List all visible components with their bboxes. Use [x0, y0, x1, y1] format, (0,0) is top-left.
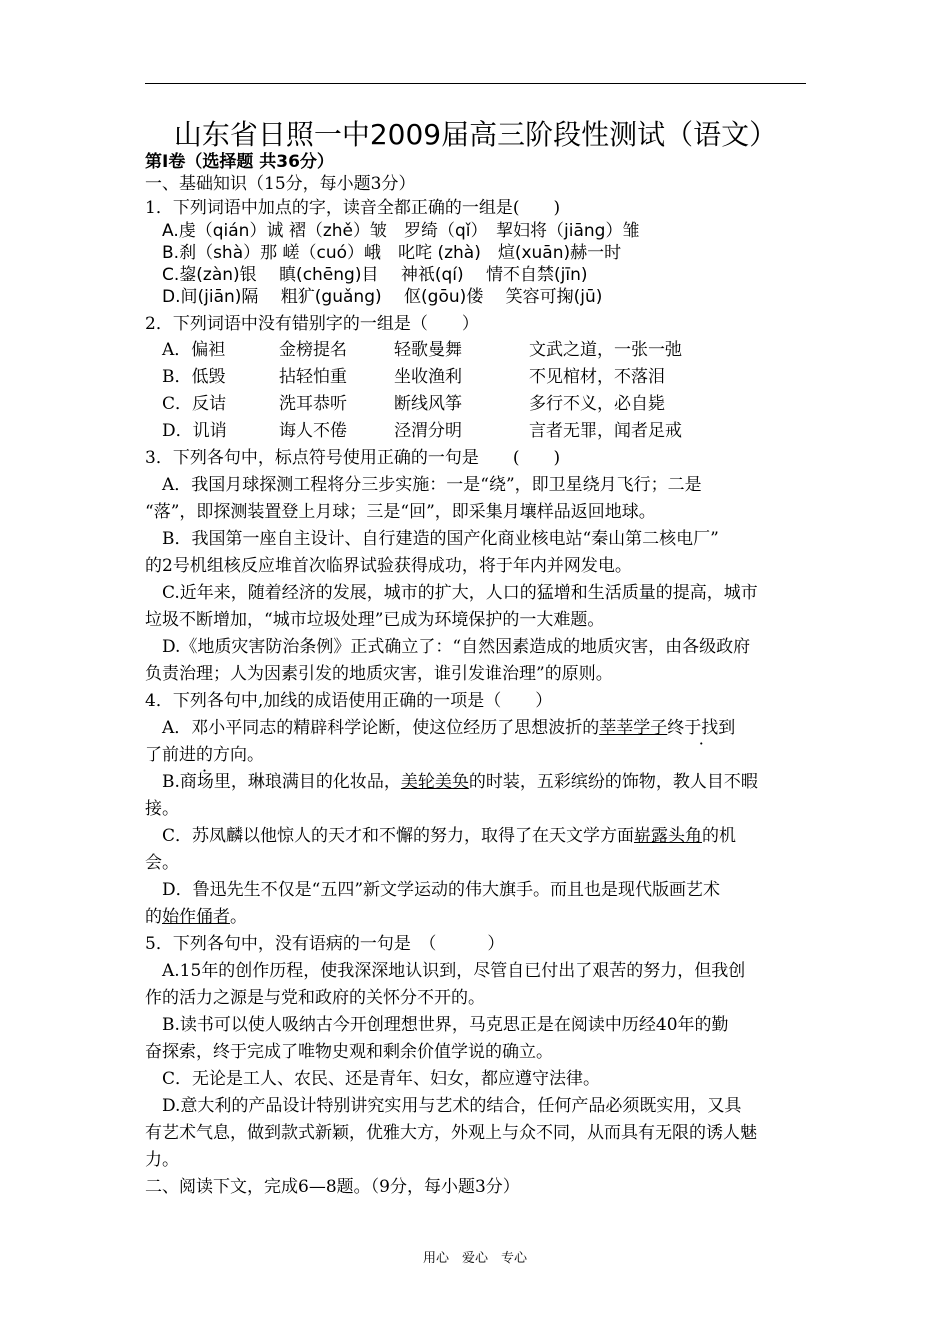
question-2-row-c: [162, 393, 665, 415]
question-5-text: D.意大利的产品设计特别讲究实用与艺术的结合，任何产品必须既实用，又具: [162, 1096, 742, 1116]
option-text: 的机: [702, 826, 737, 846]
question-4-option-b-cont: 接。: [145, 799, 179, 819]
option-word: B．低毁: [162, 367, 226, 387]
option-text: 的: [145, 907, 162, 927]
question-2-row-a: [162, 339, 682, 361]
question-4-stem: 4．下列各句中,加线的成语使用正确的一项是（ ）: [145, 691, 553, 711]
underlined-idiom: 崭露头角: [634, 826, 703, 846]
question-3-text: A．我国月球探测工程将分三步实施：一是“绕”，即卫星绕月飞行；二是: [162, 475, 702, 495]
page-footer: 用心 爱心 专心: [422, 1251, 527, 1266]
underlined-idiom: 美轮美奂: [400, 772, 469, 792]
question-5-text: 有艺术气息，做到款式新颖，优雅大方，外观上与众不同，从而具有无限的诱人魅: [145, 1123, 757, 1143]
question-3-stem: 3．下列各句中，标点符号使用正确的一句是 ( ): [145, 448, 561, 468]
option-text: C．苏凤麟以他惊人的天才和不懈的努力，取得了在天文学方面: [162, 826, 635, 846]
page-title: 山东省日照一中2009届高三阶段性测试（语文）: [173, 118, 778, 151]
question-4-option-a-cont: [145, 744, 264, 766]
question-1-option-d: D.间(jiān)隔 粗犷(guǎng) 伛(gōu)偻 笑容可掬(jū): [162, 287, 603, 307]
question-1-option-c: C.鋆(zàn)银 瞋(chēng)目 神祇(qí) 情不自禁(jīn): [162, 265, 588, 285]
option-word: 断线风筝: [394, 394, 462, 414]
option-word: D．讥诮: [162, 421, 227, 441]
question-3-text: 垃圾不断增加，“城市垃圾处理”已成为环境保护的一大难题。: [145, 610, 605, 630]
question-3-text: 的2号机组核反应堆首次临界试验获得成功，将于年内并网发电。: [145, 556, 632, 576]
question-5-text: 作的活力之源是与党和政府的关怀分不开的。: [145, 988, 485, 1008]
question-5-text: C．无论是工人、农民、还是青年、妇女，都应遵守法律。: [162, 1069, 601, 1089]
option-word: 坐收渔利: [394, 367, 462, 387]
question-2-row-d: [162, 420, 682, 442]
question-5-text: 奋探索，终于完成了唯物史观和剩余价值学说的确立。: [145, 1042, 553, 1062]
option-word: 金榜提名: [279, 340, 347, 360]
question-3-text: B．我国第一座自主设计、自行建造的国产化商业核电站“秦山第二核电厂”: [162, 529, 719, 549]
part-two-heading: 二、阅读下文，完成6—8题。（9分，每小题3分）: [145, 1177, 520, 1197]
question-3-text: 负责治理；人为因素引发的地质灾害，谁引发谁治理”的原则。: [145, 664, 613, 684]
question-3-text: “落”，即探测装置登上月球；三是“回”，即采集月壤样品返回地球。: [145, 502, 656, 522]
question-5-text: 力。: [145, 1150, 179, 1170]
question-1-option-a: A.虔（qián）诚 褶（zhě）皱 罗绮（qǐ） 挈妇将（jiāng）雏: [162, 221, 640, 241]
part-one-heading: 一、基础知识（15分，每小题3分）: [145, 174, 416, 194]
question-3-text: D.《地质灾害防治条例》正式确立了：“自然因素造成的地质灾害，由各级政府: [162, 637, 751, 657]
question-4-option-c-cont: 会。: [145, 853, 179, 873]
option-word: 泾渭分明: [394, 421, 462, 441]
underlined-idiom: 始作俑者: [162, 907, 230, 927]
section-heading: 第Ⅰ卷（选择题 共36分）: [145, 152, 334, 172]
option-word: 诲人不倦: [279, 421, 347, 441]
option-text: 的时装，五彩缤纷的饰物，教人目不暇: [468, 772, 758, 792]
question-4-option-d-cont: [145, 906, 247, 928]
question-1-option-b: B.刹（shà）那 嵯（cuó）峨 叱咤 (zhà) 煊(xuān)赫一时: [162, 243, 622, 263]
option-word: A．偏袒: [162, 340, 226, 360]
question-5-text: B.读书可以使人吸纳古今开创理想世界，马克思正是在阅读中历经40年的勤: [162, 1015, 729, 1035]
question-1-stem: 1．下列词语中加点的字，读音全都正确的一组是( ): [145, 198, 561, 218]
header-rule: [145, 83, 806, 84]
option-text: B.商场里，琳琅满目的化妆品，: [162, 772, 401, 792]
option-word: C．反诘: [162, 394, 227, 414]
option-text: 终于找到: [667, 718, 736, 738]
option-word: 言者无罪，闻者足戒: [529, 421, 682, 441]
option-word: 拈轻怕重: [279, 367, 347, 387]
option-word: 多行不义，必自毙: [529, 394, 665, 414]
option-text: 了前进的方向。 ·: [145, 744, 264, 766]
question-4-option-a: [162, 717, 735, 739]
option-word: 不见棺材，不落泪: [529, 367, 665, 387]
option-word: 轻歌曼舞: [394, 340, 462, 360]
option-word: 文武之道，一张一弛: [529, 340, 682, 360]
question-3-text: C.近年来，随着经济的发展，城市的扩大，人口的猛增和生活质量的提高，城市: [162, 583, 758, 603]
question-5-stem: 5．下列各句中，没有语病的一句是 （ ）: [145, 934, 505, 954]
option-text: 。: [230, 907, 247, 927]
option-text: A．邓小平同志的精辟科学论断，使这位经历了思想波折的: [162, 718, 600, 738]
question-4-option-c: [162, 825, 736, 847]
question-2-row-b: [162, 366, 665, 388]
question-4-option-b: [162, 771, 758, 793]
question-2-stem: 2．下列词语中没有错别字的一组是（ ）: [145, 314, 479, 334]
question-4-option-d: D．鲁迅先生不仅是“五四”新文学运动的伟大旗手。而且也是现代版画艺术: [162, 880, 721, 900]
question-5-text: A.15年的创作历程，使我深深地认识到，尽管自已付出了艰苦的努力，但我创: [162, 961, 746, 981]
underlined-idiom: 莘莘学子: [599, 718, 668, 738]
option-word: 洗耳恭听: [279, 394, 347, 414]
